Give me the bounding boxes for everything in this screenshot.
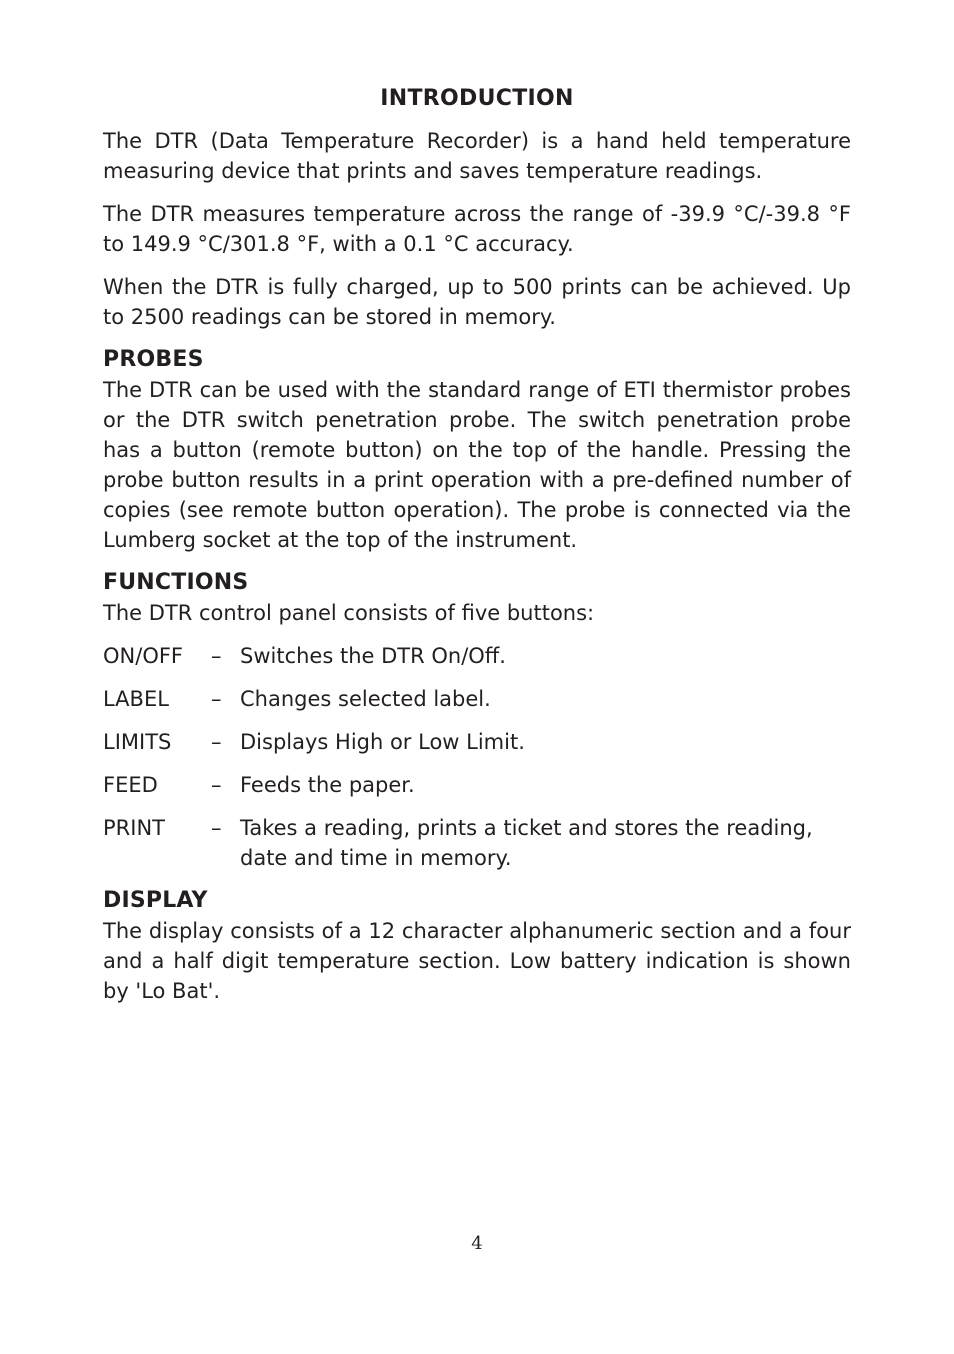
function-row-label <box>103 684 851 714</box>
functions-heading: FUNCTIONS <box>103 570 249 595</box>
function-row-feed <box>103 770 851 800</box>
functions-section <box>103 568 851 873</box>
display-text: The display consists of a 12 character alphanumeric section and a four and a half digit temperature section. Low battery indication is shown by 'Lo Bat'. <box>103 919 851 1003</box>
display-section <box>103 886 851 1006</box>
function-dash: – <box>211 773 222 797</box>
function-description: Switches the DTR On/Off. <box>240 644 506 668</box>
intro-paragraph-1: The DTR (Data Temperature Recorder) is a hand held temperature measuring device that prints and saves temperature readings. <box>103 129 851 183</box>
probes-text: The DTR can be used with the standard range of ETI thermistor probes or the DTR switch penetration probe. The switch penetration probe has a button (remote button) on the top of the handle. Pressing the probe button results in a print operation with a pre-defined number of copies (see remote button operation). The probe is connected via the Lumberg socket at the top of the instrument. <box>103 378 851 552</box>
function-dash: – <box>211 816 222 840</box>
function-key: ON/OFF <box>103 644 184 668</box>
page-number: 4 <box>471 1233 483 1254</box>
function-description: Displays High or Low Limit. <box>240 730 525 754</box>
intro-paragraph-2: The DTR measures temperature across the range of -39.9 °C/-39.8 °F to 149.9 °C/301.8 °F, with a 0.1 °C accuracy. <box>103 202 851 256</box>
function-key: FEED <box>103 773 158 797</box>
function-list <box>103 641 851 873</box>
page-title: INTRODUCTION <box>380 86 574 111</box>
intro-paragraph-3: When the DTR is fully charged, up to 500 prints can be achieved. Up to 2500 readings can be stored in memory. <box>103 275 851 329</box>
probes-heading: PROBES <box>103 347 204 372</box>
manual-page <box>103 84 851 1019</box>
function-row-limits <box>103 727 851 757</box>
display-heading: DISPLAY <box>103 888 208 913</box>
function-description: Feeds the paper. <box>240 773 415 797</box>
function-description: Takes a reading, prints a ticket and stores the reading, date and time in memory. <box>240 816 813 870</box>
function-key: PRINT <box>103 816 165 840</box>
function-row-on-off <box>103 641 851 671</box>
function-description: Changes selected label. <box>240 687 491 711</box>
function-dash: – <box>211 644 222 668</box>
function-key: LABEL <box>103 687 169 711</box>
function-row-print <box>103 813 851 873</box>
probes-section <box>103 345 851 555</box>
function-dash: – <box>211 730 222 754</box>
function-key: LIMITS <box>103 730 172 754</box>
function-dash: – <box>211 687 222 711</box>
functions-intro: The DTR control panel consists of five buttons: <box>103 601 595 625</box>
